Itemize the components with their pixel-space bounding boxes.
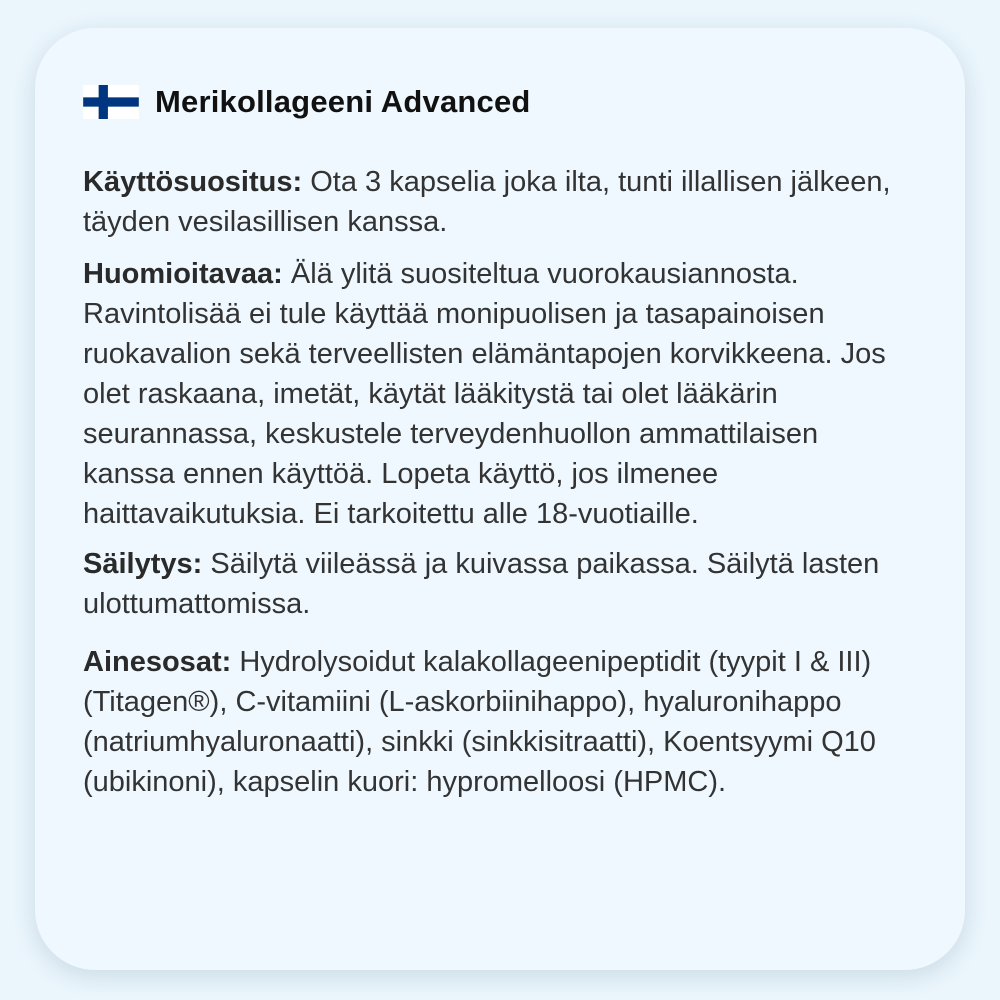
ingredients-label: Ainesosat: bbox=[83, 646, 232, 678]
notice-text: Älä ylitä suositeltua vuorokausiannosta. Ravintolisää ei tule käyttää monipuolisen ja tasapainoisen ruokavalion sekä terveellisten elämäntapojen korvikkeena. Jos olet raskaana, imetät, käytät lääkitystä tai olet lääkärin seurannassa, keskustele terveydenhuollon ammattilaisen kanssa ennen käyttöä. Lopeta käyttö, jos ilmenee haittavaikutuksia. Ei tarkoitettu alle 18-vuotiaille. bbox=[83, 258, 886, 530]
storage-section bbox=[83, 544, 905, 624]
storage-label: Säilytys: bbox=[83, 548, 203, 580]
usage-section bbox=[83, 162, 905, 242]
product-title: Merikollageeni Advanced bbox=[155, 84, 531, 119]
ingredients-section bbox=[83, 642, 905, 802]
usage-label: Käyttösuositus: bbox=[83, 166, 303, 198]
storage-text: Säilytä viileässä ja kuivassa paikassa. Säilytä lasten ulottumattomissa. bbox=[83, 548, 880, 620]
ingredients-text: Hydrolysoidut kalakollageenipeptidit (tyypit I & III) (Titagen®), C-vitamiini (L-askorbiinihappo), hyaluronihappo (natriumhyaluronaatti), sinkki (sinkkisitraatti), Koentsyymi Q10 (ubikinoni), kapselin kuori: hypromelloosi (HPMC). bbox=[83, 646, 876, 798]
product-info-card bbox=[35, 28, 965, 970]
notice-section bbox=[83, 254, 905, 534]
usage-text: Ota 3 kapselia joka ilta, tunti illallisen jälkeen, täyden vesilasillisen kanssa. bbox=[83, 166, 891, 238]
notice-label: Huomioitavaa: bbox=[83, 258, 283, 290]
finnish-flag-icon bbox=[83, 85, 139, 119]
product-header bbox=[83, 82, 905, 122]
